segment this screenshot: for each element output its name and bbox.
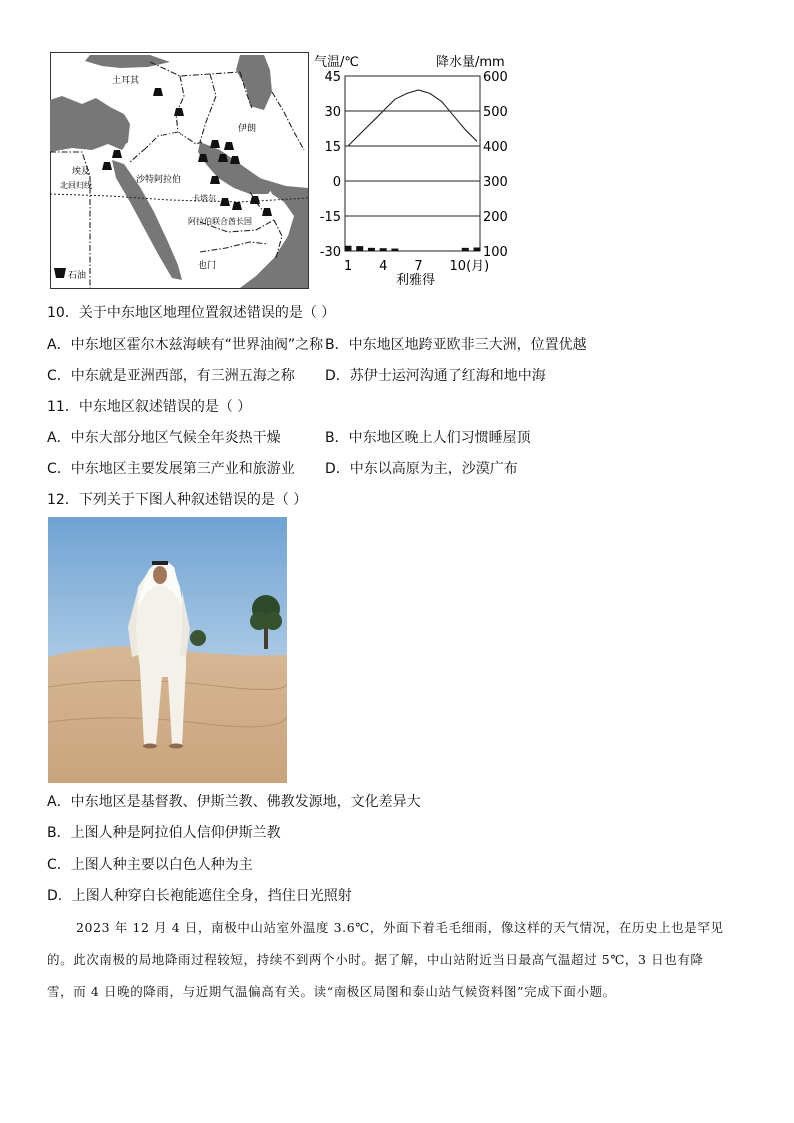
climate-chart-svg (310, 50, 525, 292)
precipitation-bar (391, 249, 398, 251)
label-tropic: 北回归线 (60, 181, 92, 190)
left-axis-label: 气温/℃ (314, 55, 359, 70)
plot-frame (345, 76, 480, 251)
right-tick-label: 200 (483, 210, 508, 225)
q12-option-b[interactable]: B．上图人种是阿拉伯人信仰伊斯兰教 (47, 825, 281, 841)
x-tick-label: 4 (379, 259, 388, 274)
q10-stem: 10．关于中东地区地理位置叙述错误的是（ ） (47, 305, 336, 321)
chart-caption: 利雅得 (396, 273, 436, 288)
label-turkey: 土耳其 (112, 76, 140, 86)
passage-line-2: 的。此次南极的局地降雨过程较短，持续不到两个小时。据了解，中山站附近当日最高气温超过 5℃，3 日也有降 (47, 952, 704, 967)
q10-option-a[interactable]: A．中东地区霍尔木兹海峡有“世界油阀”之称 (47, 337, 324, 353)
label-yemen: 也门 (198, 261, 217, 271)
q12-stem: 12．下列关于下图人种叙述错误的是（ ） (47, 492, 308, 508)
precipitation-bar (462, 248, 469, 251)
right-tick-label: 600 (483, 70, 508, 85)
right-tick-label: 500 (483, 105, 508, 120)
precipitation-bar (368, 248, 375, 251)
left-tick-label: -15 (319, 210, 341, 225)
right-tick-label: 400 (483, 140, 508, 155)
passage-line-1: 2023 年 12 月 4 日，南极中山站室外温度 3.6℃，外面下着毛毛细雨，像这样的天气情况，在历史上也是罕见 (76, 920, 724, 935)
label-uae: 阿拉伯联合酋长国 (188, 217, 252, 226)
precipitation-bar (380, 248, 387, 251)
q11-stem: 11．中东地区叙述错误的是（ ） (47, 399, 252, 415)
right-tick-label: 100 (483, 245, 508, 260)
photo-svg (48, 517, 287, 783)
oil-derrick-icon (54, 268, 66, 278)
q12-option-d[interactable]: D．上图人种穿白长袍能遮住全身，挡住日光照射 (47, 888, 352, 904)
x-tick-label: 1 (344, 259, 353, 274)
left-tick-label: -30 (319, 245, 341, 260)
q12-option-a[interactable]: A．中东地区是基督教、伊斯兰教、佛教发源地，文化差异大 (47, 794, 421, 810)
climate-chart (310, 50, 525, 292)
q12-option-c[interactable]: C．上图人种主要以白色人种为主 (47, 857, 253, 873)
left-tick-label: 0 (332, 175, 341, 190)
label-qatar: 卡塔尔 (192, 194, 216, 203)
left-tick-label: 15 (324, 140, 341, 155)
label-jordan: 约旦 (124, 143, 140, 152)
label-iran: 伊朗 (238, 124, 257, 134)
precipitation-bar (345, 246, 352, 251)
x-tick-label: 7 (414, 259, 423, 274)
precipitation-bar (356, 246, 363, 251)
left-tick-label: 30 (324, 105, 341, 120)
temperature-line (348, 90, 477, 146)
label-iraq: 伊拉克 (158, 129, 186, 139)
q11-option-b[interactable]: B．中东地区晚上人们习惯睡屋顶 (325, 430, 531, 446)
map-svg (50, 52, 309, 289)
q10-option-d[interactable]: D．苏伊士运河沟通了红海和地中海 (325, 368, 546, 384)
label-oman: 阿曼 (255, 226, 274, 243)
right-axis-label: 降水量/mm (436, 55, 505, 70)
label-egypt: 埃及 (72, 167, 91, 177)
q11-option-d[interactable]: D．中东以高原为主，沙漠广布 (325, 461, 518, 477)
precipitation-bar (474, 248, 481, 252)
middle-east-map (50, 52, 309, 289)
legend-label: 石油 (68, 271, 87, 281)
q11-option-c[interactable]: C．中东地区主要发展第三产业和旅游业 (47, 461, 295, 477)
x-tick-label: 10(月) (449, 259, 490, 274)
label-saudi: 沙特阿拉伯 (136, 175, 182, 185)
right-tick-label: 300 (483, 175, 508, 190)
arab-man-photo (48, 517, 287, 783)
q10-option-c[interactable]: C．中东就是亚洲西部，有三洲五海之称 (47, 368, 295, 384)
passage-line-3: 雪，而 4 日晚的降雨，与近期气温偏高有关。读“南极区局图和泰山站气候资料图”完成下面小题。 (47, 984, 616, 999)
q10-option-b[interactable]: B．中东地区地跨亚欧非三大洲，位置优越 (325, 337, 587, 353)
q11-option-a[interactable]: A．中东大部分地区气候全年炎热干燥 (47, 430, 281, 446)
left-tick-label: 45 (324, 70, 341, 85)
